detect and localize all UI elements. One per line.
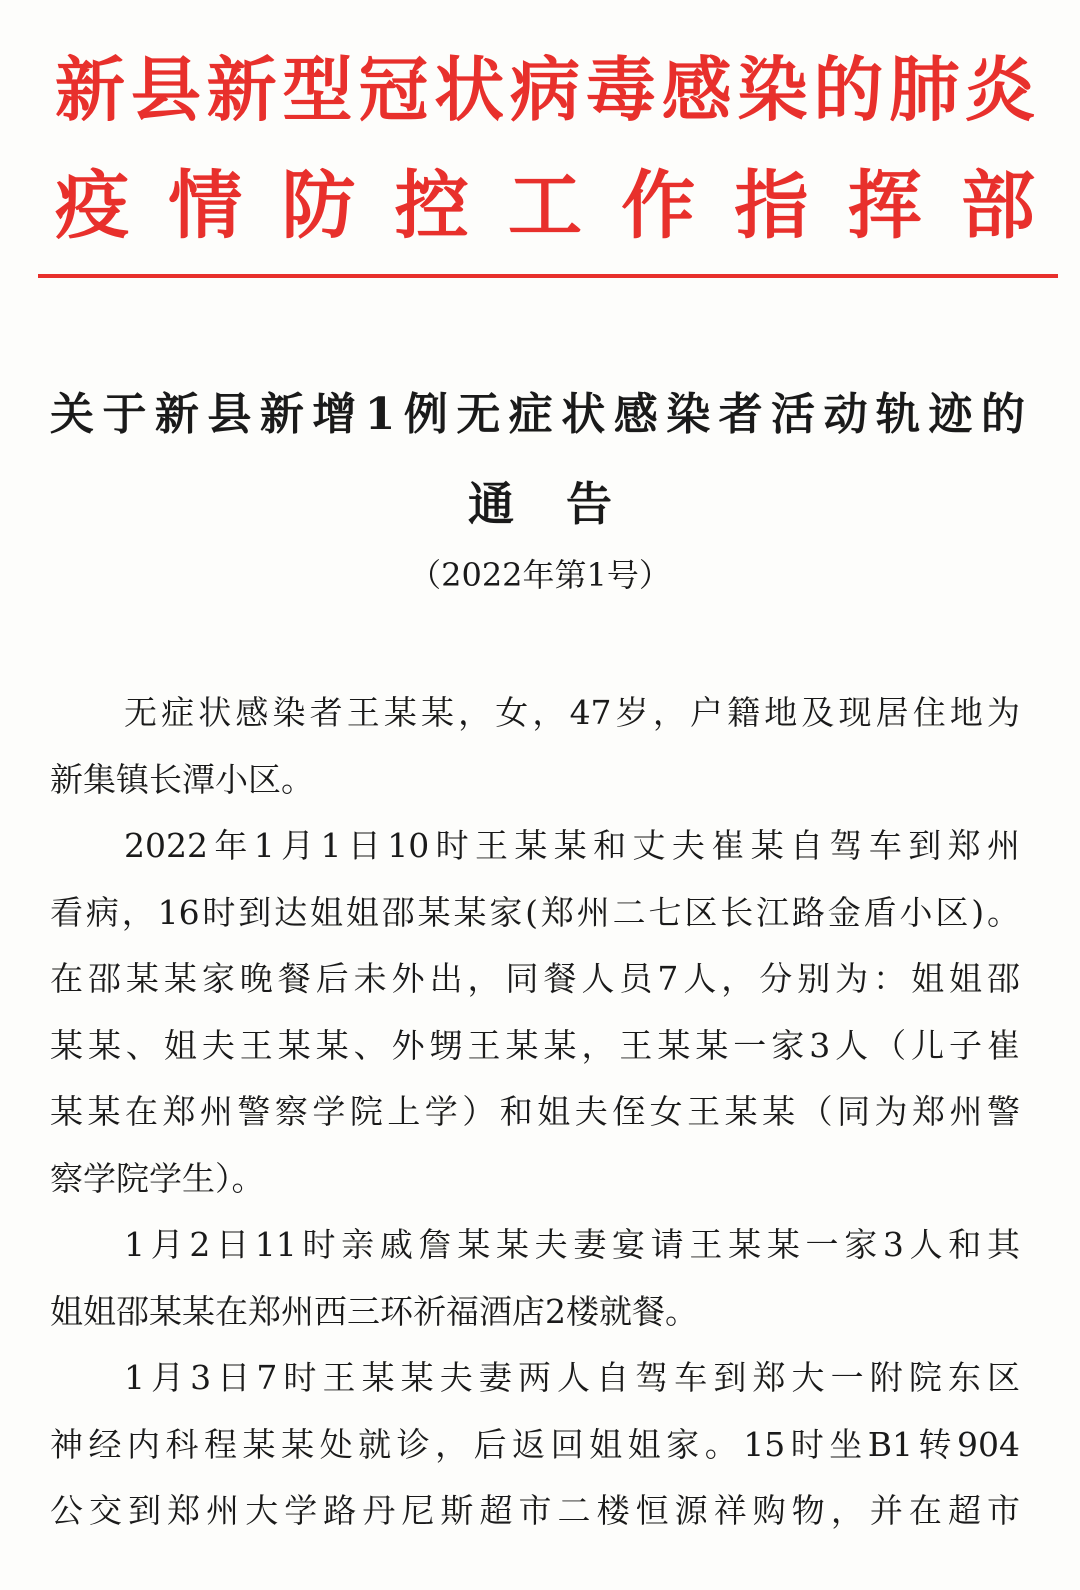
- header-org-line1: 新县新型冠状病毒感染的肺炎: [55, 49, 1035, 131]
- text-line: 无症状感染者王某某，女，47岁，户籍地及现居住地为: [124, 693, 1020, 732]
- document-title-notice: 通告: [468, 477, 664, 531]
- header-divider: [38, 274, 1058, 278]
- text-line: 神经内科程某某处就诊，后返回姐姐家。15时坐B1转904: [50, 1424, 1020, 1464]
- text-line: 在邵某某家晚餐后未外出，同餐人员7人，分别为：姐姐邵: [50, 959, 1020, 998]
- text-line: 某某在郑州警察学院上学）和姐夫侄女王某某（同为郑州警: [50, 1092, 1020, 1131]
- text-line: 姐姐邵某某在郑州西三环祈福酒店2楼就餐。: [50, 1291, 698, 1331]
- paragraph: [50, 1212, 1020, 1345]
- paragraph: [50, 813, 1020, 1212]
- header-org-line2: 疫情防控工作指挥部: [55, 163, 1035, 249]
- paragraph: [50, 680, 1020, 813]
- paragraph: [50, 1345, 1020, 1545]
- document-title: 关于新县新增1例无症状感染者活动轨迹的: [50, 389, 1025, 440]
- text-line: 某某、姐夫王某某、外甥王某某，王某某一家3人（儿子崔: [50, 1025, 1020, 1065]
- text-line: 察学院学生）。: [50, 1158, 265, 1198]
- text-line: 1月2日11时亲戚詹某某夫妻宴请王某某一家3人和其: [124, 1225, 1020, 1264]
- text-line: 1月3日7时王某某夫妻两人自驾车到郑大一附院东区: [124, 1358, 1020, 1397]
- text-line: 看病，16时到达姐姐邵某某家(郑州二七区长江路金盾小区)。: [50, 892, 1020, 932]
- text-line: 2022年1月1日10时王某某和丈夫崔某自驾车到郑州: [124, 826, 1020, 865]
- text-line: 公交到郑州大学路丹尼斯超市二楼恒源祥购物，并在超市: [50, 1491, 1020, 1530]
- document-number: （2022年第1号）: [409, 556, 671, 594]
- document-body: [50, 680, 1020, 1545]
- text-line: 新集镇长潭小区。: [50, 759, 314, 799]
